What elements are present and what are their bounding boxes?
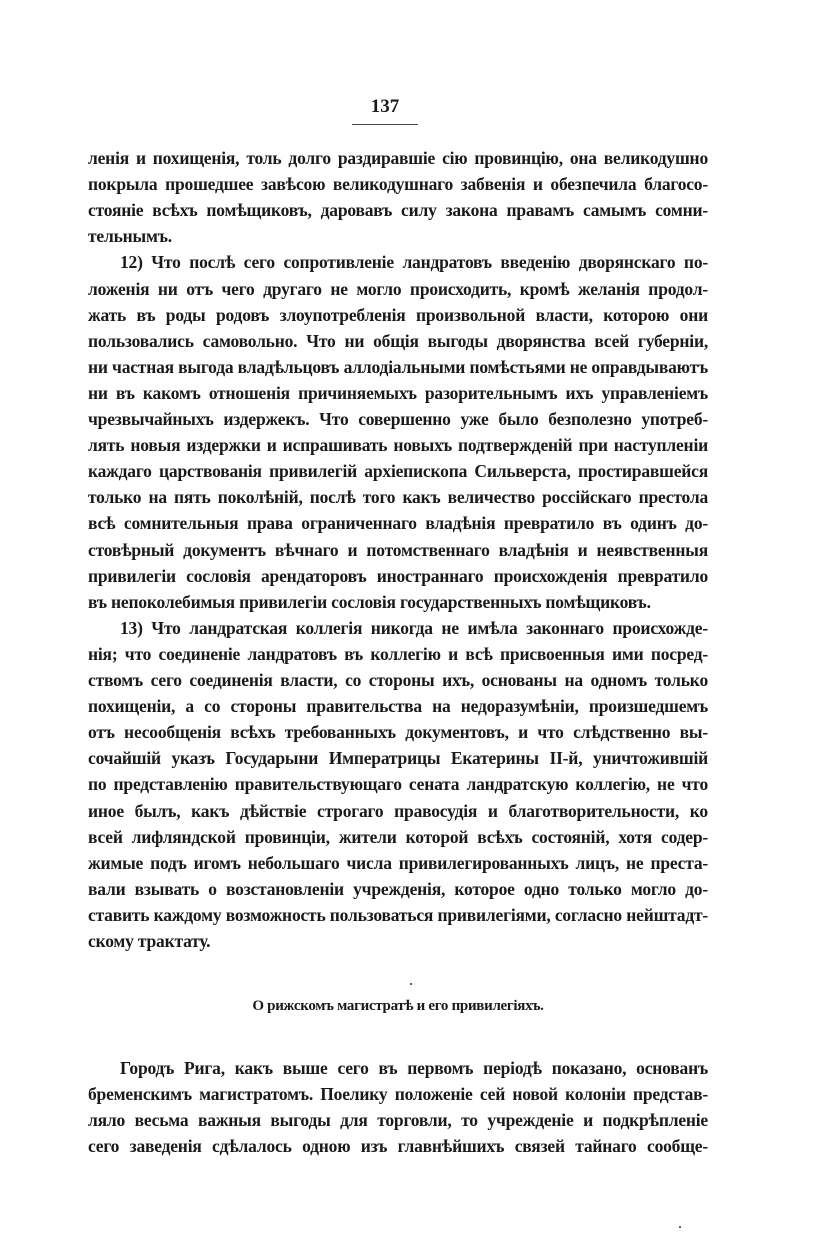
text-line: вали взывать о возстановленіи учрежденія, которое одно только могло до- [88,878,708,899]
text-line: лять новыя издержки и испрашивать новыхъ подтвержденій при наступленіи [88,435,708,456]
page-number: 137 [370,96,400,117]
section-heading: О рижскомъ магистратѣ и его привилегіяхъ. [252,998,544,1014]
text-line: похищеніи, а со стороны правительства на недоразумѣніи, произшедшемъ [88,696,708,717]
text-line: Городъ Рига, какъ выше сего въ первомъ періодѣ показано, основанъ [120,1058,708,1078]
text-line: стояніе всѣхъ помѣщиковъ, даровавъ силу закона правамъ самымъ сомни- [88,200,708,221]
text-line: отъ несообщенія всѣхъ требованныхъ документовъ, и что слѣдственно вы- [88,722,708,743]
text-line: ни въ какомъ отношенія причиняемыхъ разорительнымъ ихъ управленіемъ [88,382,708,403]
text-line: привилегіи сословія арендаторовъ иностраннаго происхожденія превратило [88,565,708,586]
text-line: пользовались самовольно. Что ни общія выгоды дворянства всей губерніи, [88,330,708,351]
text-line: иное былъ, какъ дѣйствіе строгаго правосудія и благотворительности, ко [88,800,708,821]
text-line: только на пять поколѣній, послѣ того какъ величество россійскаго престола [88,487,708,508]
text-line: бременскимъ магистратомъ. Поелику положеніе сей новой колоніи представ- [88,1084,708,1105]
text-line: покрыла прошедшее завѣсою великодушнаго забвенія и обезпечила благосо- [88,174,708,195]
text-line: ствомъ сего соединенія власти, со стороны ихъ, основаны на одномъ только [88,670,708,690]
text-line: въ непоколебимыя привилегіи сословія государственныхъ помѣщиковъ. [88,591,651,612]
scan-speck [410,983,412,985]
text-line: чрезвычайныхъ издержекъ. Что совершенно уже было безполезно употреб- [88,409,708,429]
text-line: скому трактату. [88,931,211,951]
text-line: 12) Что послѣ сего сопротивленіе ландратовъ введенію дворянскаго по- [120,252,708,273]
text-line: ставить каждому возможность пользоваться привилегіями, согласно нейштадт- [88,904,708,925]
text-line: сего заведенія сдѣлалось одною изъ главнѣйшихъ связей тайнаго сообще- [88,1136,708,1157]
text-line: всей лифляндской провинціи, жители которой всѣхъ состояній, хотя содер- [88,826,708,847]
text-line: ляло весьма важныя выгоды для торговли, то учрежденіе и подкрѣпленіе [88,1110,708,1131]
text-line: нія; что соединеніе ландратовъ въ коллегію и всѣ присвоенныя ими посред- [88,643,708,664]
scan-speck [679,1226,681,1228]
text-line: всѣ сомнительныя права ограниченнаго владѣнія превратило въ одинъ до- [88,513,708,534]
text-line: по представленію правительствующаго сената ландратскую коллегію, не что [88,774,708,795]
text-line: стовѣрный документъ вѣчнаго и потомственнаго владѣнія и неявственныя [88,539,708,560]
text-line: жать въ роды родовъ злоупотребленія произвольной власти, которою они [88,304,708,325]
text-line: тельнымъ. [88,226,172,247]
text-line: каждаго царствованія привилегій архіепископа Сильверста, простиравшейся [88,461,708,482]
text-line: 13) Что ландратская коллегія никогда не имѣла законнаго происхожде- [120,617,708,638]
text-line: ленія и похищенія, толь долго раздиравшіе сію провинцію, она великодушно [88,148,708,168]
text-line: ни частная выгода владѣльцовъ аллодіальными помѣстьями не оправдываютъ [88,356,708,377]
text-line: жимые подъ игомъ небольшаго числа привилегированныхъ лицъ, не преста- [88,852,708,873]
text-line: сочайшій указъ Государыни Императрицы Екатерины II-й, уничтожившій [88,748,708,769]
page-number-rule [352,124,418,125]
text-line: ложенія ни отъ чего другаго не могло происходить, кромѣ желанія продол- [88,278,708,299]
